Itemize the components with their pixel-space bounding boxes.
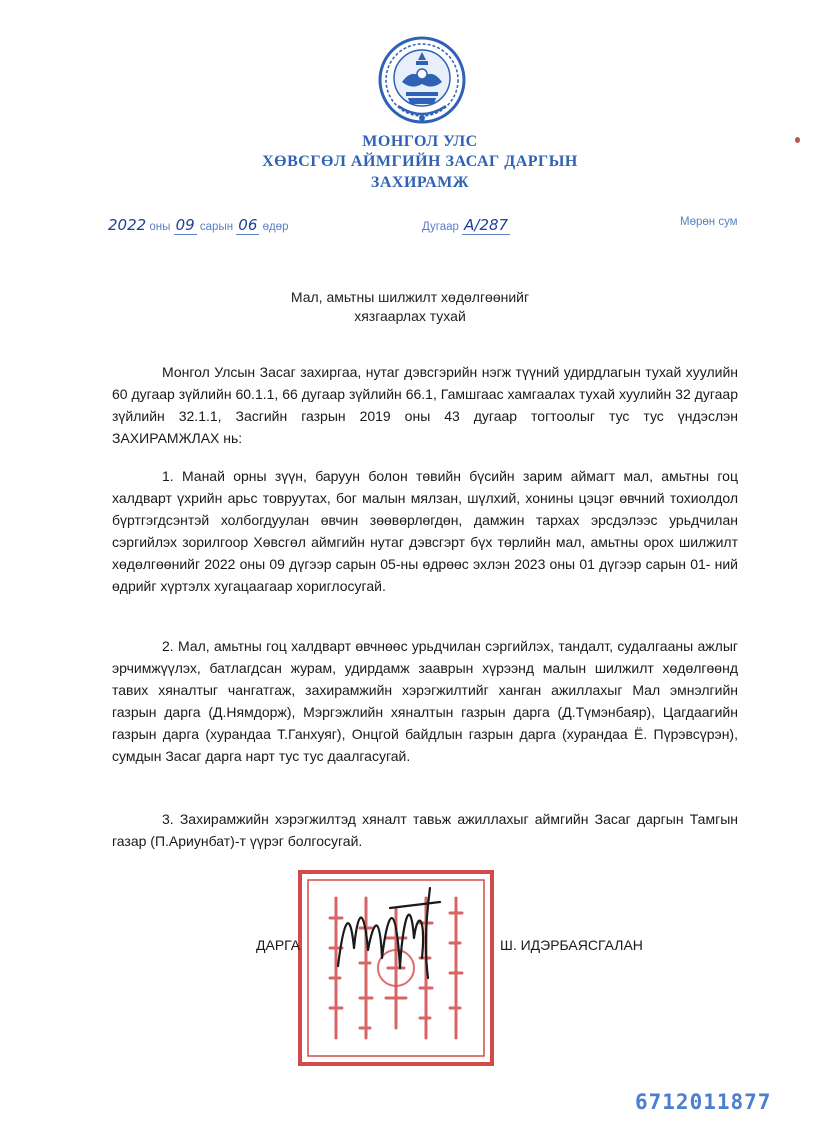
title-line-2: хязгаарлах тухай [354, 308, 466, 324]
date-year: 2022 [108, 216, 147, 234]
date-day-label: өдөр [262, 221, 289, 233]
document-title [200, 288, 620, 326]
paragraph-1: 1. Манай орны зүүн, баруун болон төвийн бүсийн зарим аймагт мал, амьтны гоц халдварт үхрийн арьс товруутах, бог малын мялзан, шүлхий, хонины цэцэг өвчний тохиолдол бүртгэгдсэнтэй холбогдуулан өвчин зөөвөрлөгдөн, дамжин тархах эрсдэлээс урьдчилан сэргийлэх зорилгоор Хөвсгөл аймгийн нутаг дэвсгэрт бүх төрлийн мал, амьтны орох шилжилт хөдөлгөөнийг 2022 оны 09 дүгээр сарын 05-ны өдрөөс эхлэн 2023 оны 01 дүгээр сарын 01- ний өдрийг хүртэлх хугацаагаар хориглосугай. [112, 468, 738, 594]
date-month-label: сарын [199, 221, 234, 233]
ink-mark [795, 137, 800, 143]
date-line [108, 216, 288, 235]
serial-number: 6712011877 [635, 1090, 772, 1114]
signatory-name: Ш. ИДЭРБАЯСГАЛАН [500, 937, 643, 953]
paragraph-preamble: Монгол Улсын Засаг захиргаа, нутаг дэвсгэрийн нэгж түүний удирдлагын тухай хуулийн 60 дугаар зүйлийн 60.1.1, 66 дугаар зүйлийн 66.1, Гамшгаас хамгаалах тухай хуулийн 32 дугаар зүйлийн 32.1.1, Засгийн газрын 2019 оны 43 дугаар тогтоолыг тус тус үндэслэн ЗАХИРАМЖЛАХ нь: [112, 364, 738, 446]
place: Мөрөн сум [680, 216, 738, 228]
header-authority: ХӨВСГӨЛ АЙМГИЙН ЗАСАГ ДАРГЫН [262, 153, 578, 170]
number-line [422, 216, 510, 235]
state-emblem-icon [378, 34, 466, 126]
paragraph-3: 3. Захирамжийн хэрэгжилтэд хяналт тавьж ажиллахыг аймгийн Засаг даргын Тамгын газар (П.Ариунбат)-т үүрэг болгосугай. [112, 811, 738, 849]
header-country: МОНГОЛ УЛС [362, 133, 478, 150]
handwritten-signature [330, 878, 450, 988]
title-line-1: Мал, амьтны шилжилт хөдөлгөөнийг [290, 289, 530, 305]
number-label: Дугаар [422, 221, 459, 233]
date-year-label: оны [149, 221, 171, 233]
date-day: 06 [238, 216, 258, 234]
signatory-title: ДАРГА [256, 937, 301, 953]
date-month: 09 [175, 216, 195, 234]
header-doc-type: ЗАХИРАМЖ [370, 174, 470, 191]
paragraph-2: 2. Мал, амьтны гоц халдварт өвчнөөс урьдчилан сэргийлэх, тандалт, судалгааны ажлыг эрчимжүүлэх, батлагдсан журам, удирдамж зааврын хүрээнд малын шилжилт хөдөлгөөнд тавих хяналтыг чангатгаж, захирамжийн хэрэгжилтийг ханган ажиллахыг Мал эмнэлгийн газрын дарга (Д.Нямдорж), Мэргэжлийн хяналтын газрын дарга (Д.Түмэнбаяр), Цагдаагийн газрын дарга (хурандаа Т.Ганхуяг), Онцгой байдлын газрын дарга (хурандаа Ё. Пүрэвсүрэн), сумдын Засаг дарга нарт тус тус даалгасугай. [112, 638, 738, 764]
document-number: А/287 [464, 216, 509, 234]
